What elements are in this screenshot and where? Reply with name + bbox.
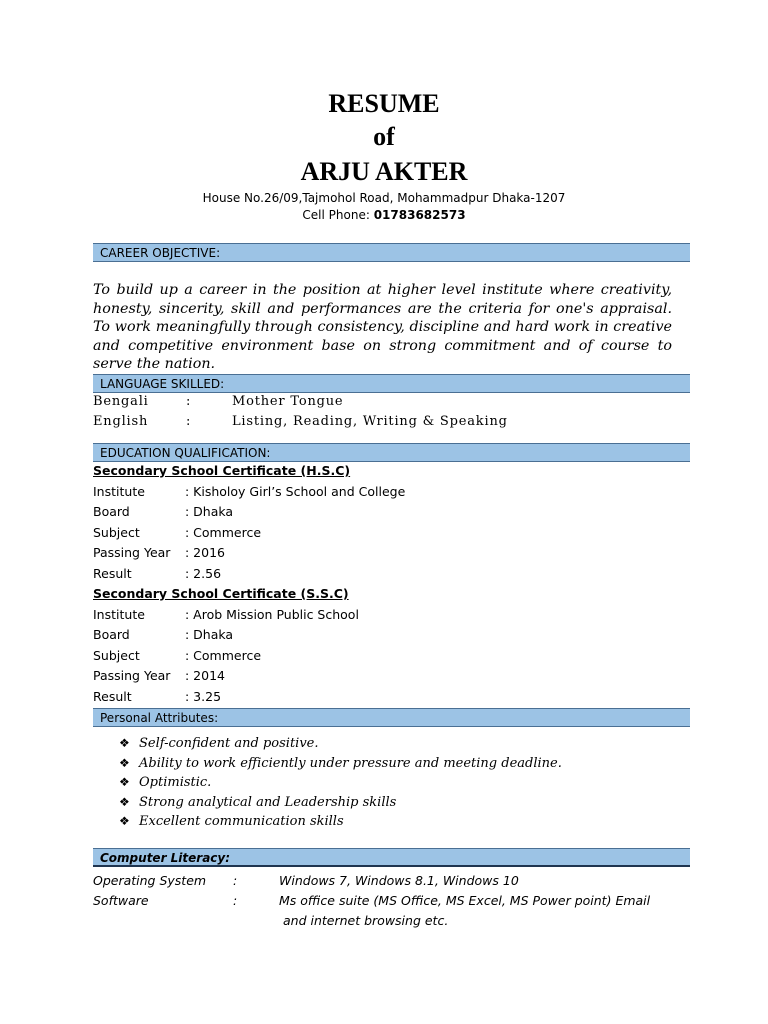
field-label: Passing Year [93,668,171,683]
resume-title-of: of [373,122,395,151]
career-objective-label: CAREER OBJECTIVE: [100,246,221,260]
language-label: LANGUAGE SKILLED: [100,377,225,391]
field-label: Institute [93,484,145,499]
field-value: : 2016 [185,545,225,560]
attribute-text: Strong analytical and Leadership skills [139,794,397,810]
field-label: Institute [93,607,145,622]
diamond-bullet-icon: ❖ [119,814,130,828]
field-label: Subject [93,525,140,540]
field-value: and internet browsing etc. [283,913,449,928]
resume-title: RESUME [328,89,440,118]
address: House No.26/09,Tajmohol Road, Mohammadpur Dhaka-1207 [202,191,566,205]
field-label: Subject [93,648,140,663]
field-value: : 3.25 [185,689,222,704]
education-heading [93,443,690,462]
field-value: : Commerce [185,525,262,540]
language-sep: : [186,394,192,409]
language-level: Mother Tongue [232,394,344,409]
personal-attributes-label: Personal Attributes: [100,711,219,725]
field-label: Operating System [93,873,207,888]
phone-line [0,207,768,224]
field-label: Result [93,566,132,581]
career-objective-text: To build up a career in the position at higher level institute where creativity, honesty, sincerity, skill and performances are the criteria for one's appraisal. To work meaningfully through consistency, discipline and hard work in creative and competitive environment base on strong commitment and of course to serve the nation. [93,282,672,373]
diamond-bullet-icon: ❖ [119,736,130,750]
field-label: Software [93,893,149,908]
list-item [119,754,562,774]
field-value: Ms office suite (MS Office, MS Excel, MS Power point) Email [279,893,651,908]
field-value: : Kisholoy Girl’s School and College [185,484,406,499]
diamond-bullet-icon: ❖ [119,755,130,770]
list-item [119,773,562,793]
field-sep: : [233,893,238,908]
attribute-text: Excellent communication skills [139,814,344,829]
field-value: : Commerce [185,648,262,663]
language-name: English [93,414,149,429]
language-heading [93,374,690,393]
phone-number: 01783682573 [373,208,466,222]
attribute-text: Self-confident and positive. [139,736,319,751]
field-label: Board [93,504,130,519]
language-name: Bengali [93,394,149,409]
diamond-bullet-icon: ❖ [119,775,130,789]
hsc-title: Secondary School Certificate (H.S.C) [93,463,351,478]
language-sep: : [186,414,192,429]
field-label: Board [93,627,130,642]
career-objective-heading [93,243,690,262]
field-label: Passing Year [93,545,171,560]
attribute-text: Optimistic. [139,775,212,790]
field-value: : 2.56 [185,566,222,581]
field-label: Result [93,689,132,704]
diamond-bullet-icon: ❖ [119,794,130,809]
personal-attributes-heading [93,708,690,727]
ssc-title: Secondary School Certificate (S.S.C) [93,586,349,601]
field-value: : Dhaka [185,504,234,519]
list-item [119,812,562,832]
field-value: Windows 7, Windows 8.1, Windows 10 [279,873,519,888]
list-item [119,793,562,813]
attributes-list [119,734,562,832]
field-value: : 2014 [185,668,225,683]
education-label: EDUCATION QUALIFICATION: [100,446,271,460]
field-sep: : [233,873,238,888]
applicant-name: ARJU AKTER [300,157,468,186]
attribute-text: Ability to work efficiently under pressure and meeting deadline. [139,755,562,771]
computer-literacy-label: Computer Literacy: [100,851,231,865]
language-level: Listing, Reading, Writing & Speaking [232,414,508,429]
field-value: : Arob Mission Public School [185,607,359,622]
field-value: : Dhaka [185,627,234,642]
computer-literacy-heading [93,848,690,867]
list-item [119,734,562,754]
phone-label: Cell Phone: [302,208,374,222]
